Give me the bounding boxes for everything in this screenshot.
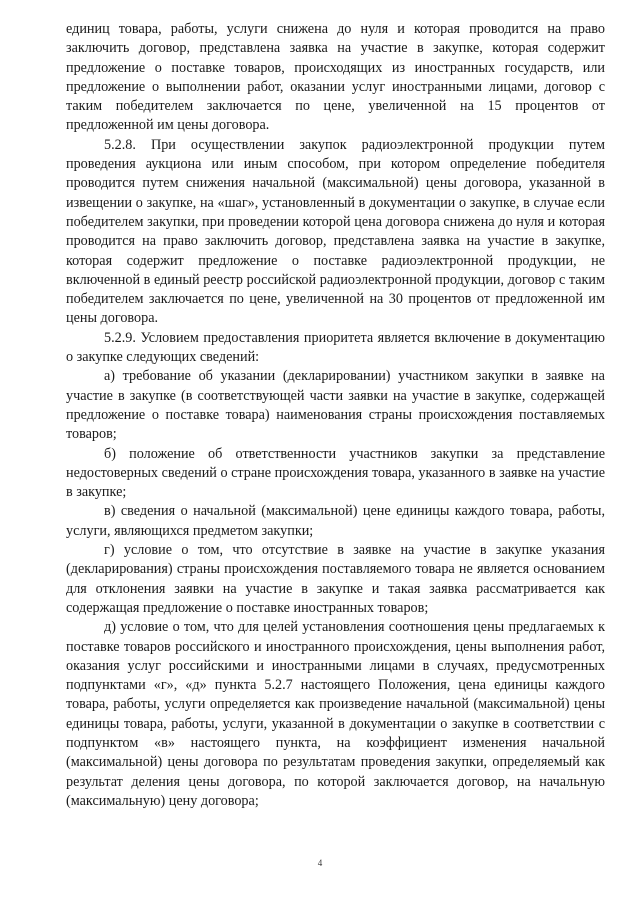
list-item-a: а) требование об указании (декларировании) участником закупки в заявке на участие в закупке (в соответствующей части заявки на участие в закупке, содержащей предложение о поставке товара) наименования страны происхождения поставляемых товаров;: [66, 368, 605, 443]
list-item-g: г) условие о том, что отсутствие в заявке на участие в закупке указания (декларирования) страны происхождения поставляемого товара не является основанием для отклонения заявки на участие в закупке и такая заявка рассматривается как содержащая предложение о поставке иностранных товаров;: [66, 542, 605, 616]
page-number: 4: [317, 858, 323, 868]
paragraph-5-2-9: 5.2.9. Условием предоставления приоритета является включение в документацию о закупке следующих сведений:: [66, 329, 605, 366]
paragraph-5-2-8: 5.2.8. При осуществлении закупок радиоэлектронной продукции путем проведения аукциона или иным способом, при котором определение победителя проводится путем снижения начальной (максимальной) цены договора, указанной в извещении о закупке, на «шаг», установленный в документации о закупке, в случае если победителем закупки, при проведении которой цена договора снижена до нуля и которая проводится на право заключить договор, представлена заявка на участие в закупке, которая содержит предложение о поставке радиоэлектронной продукции, не включенной в единый реестр российской радиоэлектронной продукции, договор с таким победителем заключается по цене, увеличенной на 30 процентов от предложенной им цены договора.: [66, 136, 605, 327]
list-item-v: в) сведения о начальной (максимальной) цене единицы каждого товара, работы, услуги, являющихся предметом закупки;: [66, 503, 605, 539]
document-body: [66, 20, 605, 811]
list-item-b: б) положение об ответственности участников закупки за представление недостоверных сведений о стране происхождения товара, указанного в заявке на участие в закупке;: [66, 445, 605, 501]
paragraph-continuation: единиц товара, работы, услуги снижена до нуля и которая проводится на право заключить договор, представлена заявка на участие в закупке, которая содержит предложение о поставке товаров, происходящих из иностранных государств, или предложение о выполнении работ, оказании услуг иностранными лицами, договор с таким победителем заключается по цене, увеличенной на 15 процентов от предложенной им цены договора.: [66, 21, 605, 134]
list-item-d: д) условие о том, что для целей установления соотношения цены предлагаемых к поставке товаров российского и иностранного происхождения, цены выполнения работ, оказания услуг российскими и иностранными лицами в случаях, предусмотренных подпунктами «г», «д» пункта 5.2.7 настоящего Положения, цена единицы каждого товара, работы, услуги определяется как произведение начальной (максимальной) цены единицы товара, работы, услуги, указанной в документации о закупке в соответствии с подпунктом «в» настоящего пункта, на коэффициент изменения начальной (максимальной) цены договора по результатам проведения закупки, определяемый как результат деления цены договора, по которой заключается договор, на начальную (максимальную) цену договора;: [66, 619, 605, 809]
